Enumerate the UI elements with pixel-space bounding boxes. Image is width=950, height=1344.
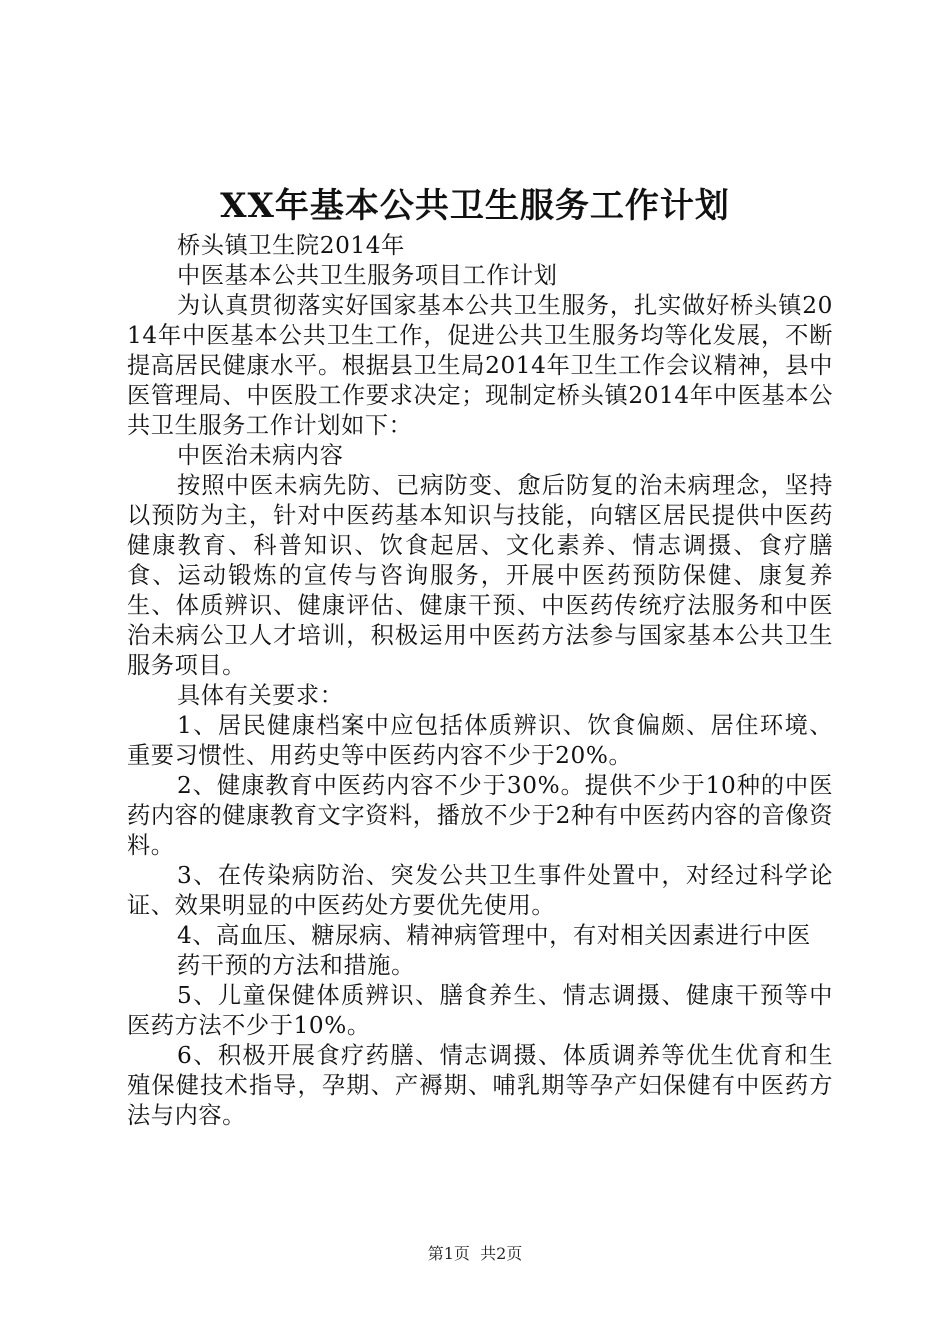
- document-body: [127, 231, 833, 1131]
- paragraph-requirements-heading: 具体有关要求：: [177, 682, 344, 709]
- paragraph-item-2: 2、健康教育中医药内容不少于30%。提供不少于10种的中医药内容的健康教育文字资料，播放不少于2种有中医药内容的音像资料。: [127, 772, 833, 859]
- paragraph-subtitle: 中医基本公共卫生服务项目工作计划: [177, 262, 558, 289]
- paragraph-section-heading: 中医治未病内容: [177, 442, 344, 469]
- page-footer: 第1页 共2页: [427, 1244, 523, 1263]
- paragraph-item-6: 6、积极开展食疗药膳、情志调摄、体质调养等优生优育和生殖保健技术指导，孕期、产褥期、哺乳期等孕产妇保健有中医药方法与内容。: [127, 1042, 833, 1129]
- paragraph-item-5: 5、儿童保健体质辨识、膳食养生、情志调摄、健康干预等中医药方法不少于10%。: [127, 982, 833, 1039]
- paragraph-item-4-continued: 药干预的方法和措施。: [177, 952, 415, 979]
- document-title: XX年基本公共卫生服务工作计划: [220, 186, 730, 226]
- paragraph-item-3: 3、在传染病防治、突发公共卫生事件处置中，对经过科学论证、效果明显的中医药处方要优先使用。: [127, 862, 833, 919]
- paragraph-item-4: 4、高血压、糖尿病、精神病管理中，有对相关因素进行中医: [177, 922, 811, 949]
- paragraph-content: 按照中医未病先防、已病防变、愈后防复的治未病理念，坚持以预防为主，针对中医药基本知识与技能，向辖区居民提供中医药健康教育、科普知识、饮食起居、文化素养、情志调摄、食疗膳食、运动锻炼的宣传与咨询服务，开展中医药预防保健、康复养生、体质辨识、健康评估、健康干预、中医药传统疗法服务和中医治未病公卫人才培训，积极运用中医药方法参与国家基本公共卫生服务项目。: [127, 472, 833, 679]
- paragraph-hospital: 桥头镇卫生院2014年: [177, 232, 405, 259]
- paragraph-item-1: 1、居民健康档案中应包括体质辨识、饮食偏颇、居住环境、重要习惯性、用药史等中医药内容不少于20%。: [127, 712, 833, 769]
- paragraph-intro: 为认真贯彻落实好国家基本公共卫生服务，扎实做好桥头镇2014年中医基本公共卫生工作，促进公共卫生服务均等化发展，不断提高居民健康水平。根据县卫生局2014年卫生工作会议精神，县中医管理局、中医股工作要求决定；现制定桥头镇2014年中医基本公共卫生服务工作计划如下：: [127, 292, 833, 439]
